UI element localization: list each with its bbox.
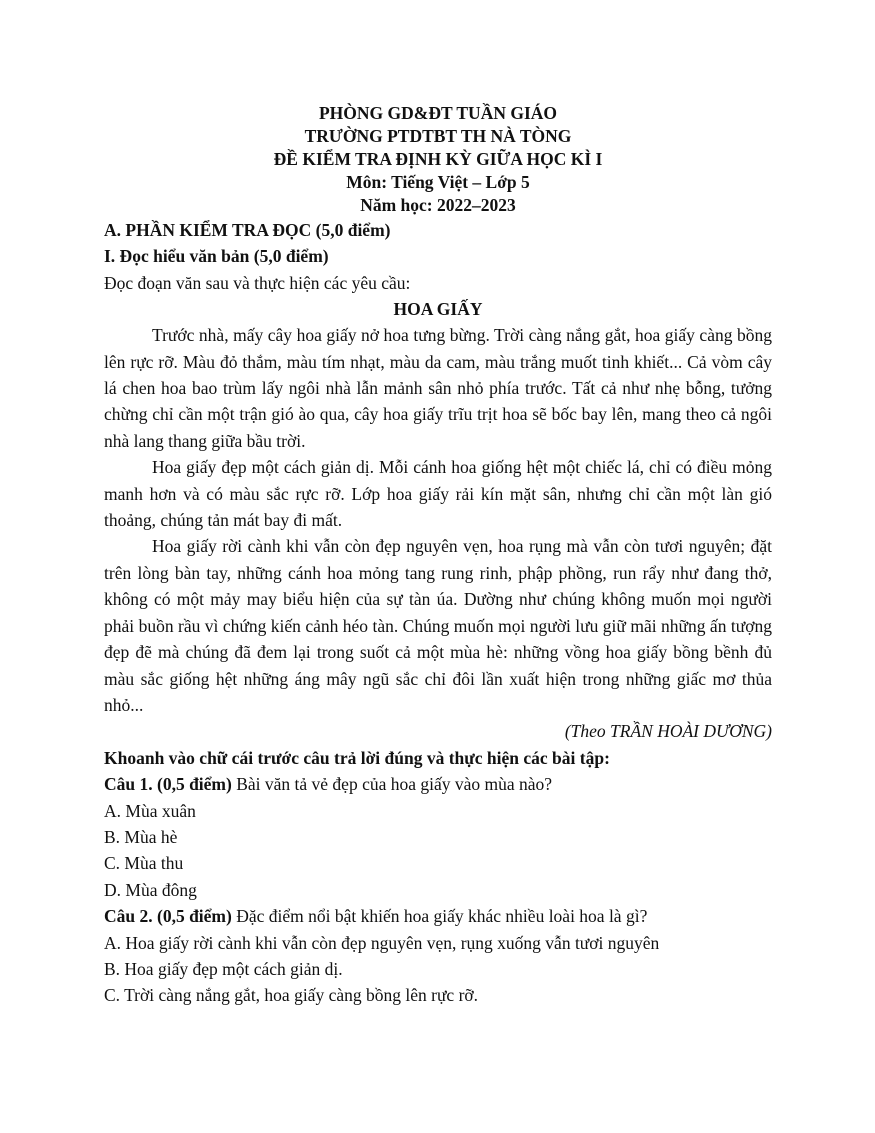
answer-option[interactable]: D. Mùa đông xyxy=(104,879,197,900)
answer-option[interactable]: C. Trời càng nắng gắt, hoa giấy càng bồng lên rực rỡ. xyxy=(104,985,479,1006)
question-stem xyxy=(104,771,772,797)
story-paragraph: Hoa giấy đẹp một cách giản dị. Mỗi cánh hoa giống hệt một chiếc lá, chỉ có điều mỏng manh hơn và có màu sắc rực rỡ. Lớp hoa giấy rải kín mặt sân, nhưng chỉ cần một làn gió thoảng, chúng tản mát bay đi mất. xyxy=(104,457,772,531)
answer-option[interactable]: A. Mùa xuân xyxy=(104,800,196,821)
question-label: Câu 2. (0,5 điểm) xyxy=(104,906,232,927)
story-paragraph: Hoa giấy rời cành khi vẫn còn đẹp nguyên vẹn, hoa rụng mà vẫn còn tươi nguyên; đặt trên lòng bàn tay, những cánh hoa mỏng tang rung rinh, phập phồng, run rẩy như đang thở, không có một mảy may biểu hiện của sự tàn úa. Dường như chúng không muốn mọi người phải buồn rầu vì chứng kiến cảnh héo tàn. Chúng muốn mọi người lưu giữ mãi những ấn tượng đẹp đẽ mà chúng đã đem lại trong suốt cả một mùa hè: những vồng hoa giấy bồng bềnh đủ màu sắc giống hệt những áng mây ngũ sắc chỉ đôi lần xuất hiện trong những giấc mơ thủa nhỏ... xyxy=(104,536,772,715)
answer-option[interactable]: B. Hoa giấy đẹp một cách giản dị. xyxy=(104,958,343,979)
subject-line: Môn: Tiếng Việt – Lớp 5 xyxy=(346,172,530,192)
department-name: PHÒNG GD&ĐT TUẦN GIÁO xyxy=(318,103,558,123)
answer-option[interactable]: B. Mùa hè xyxy=(104,826,178,847)
question-label: Câu 1. (0,5 điểm) xyxy=(104,774,232,795)
question-text: Đặc điểm nổi bật khiến hoa giấy khác nhiều loài hoa là gì? xyxy=(231,906,648,927)
school-name: TRƯỜNG PTDTBT TH NÀ TÒNG xyxy=(304,126,572,146)
question-stem xyxy=(104,903,772,929)
answer-option[interactable]: A. Hoa giấy rời cành khi vẫn còn đẹp nguyên vẹn, rụng xuống vẫn tươi nguyên xyxy=(104,932,660,953)
exam-page xyxy=(104,102,772,1009)
question-1 xyxy=(104,771,772,903)
section-i-heading: I. Đọc hiểu văn bản (5,0 điểm) xyxy=(104,246,329,267)
reading-instruction: Đọc đoạn văn sau và thực hiện các yêu cầu: xyxy=(104,272,411,293)
story-source: (Theo TRẦN HOÀI DƯƠNG) xyxy=(564,721,772,742)
task-instruction: Khoanh vào chữ cái trước câu trả lời đúng và thực hiện các bài tập: xyxy=(104,747,610,768)
story-paragraph: Trước nhà, mấy cây hoa giấy nở hoa tưng bừng. Trời càng nắng gắt, hoa giấy càng bồng lên rực rỡ. Màu đỏ thắm, màu tím nhạt, màu da cam, màu trắng muốt tinh khiết... Cả vòm cây lá chen hoa bao trùm lấy ngôi nhà lẫn mảnh sân nhỏ phía trước. Tất cả như nhẹ bỗng, tưởng chừng chỉ cần một trận gió ào qua, cây hoa giấy trĩu trịt hoa sẽ bốc bay lên, mang theo cả ngôi nhà lang thang giữa bầu trời. xyxy=(104,325,772,451)
school-year: Năm học: 2022–2023 xyxy=(360,195,516,215)
exam-title: ĐỀ KIỂM TRA ĐỊNH KỲ GIỮA HỌC KÌ I xyxy=(273,149,603,169)
question-2 xyxy=(104,903,772,1009)
answer-option[interactable]: C. Mùa thu xyxy=(104,853,184,874)
section-a-heading: A. PHẦN KIỂM TRA ĐỌC (5,0 điểm) xyxy=(104,220,391,240)
exam-header xyxy=(104,102,772,217)
story-title: HOA GIẤY xyxy=(393,299,483,320)
question-text: Bài văn tả vẻ đẹp của hoa giấy vào mùa nào? xyxy=(231,774,553,795)
